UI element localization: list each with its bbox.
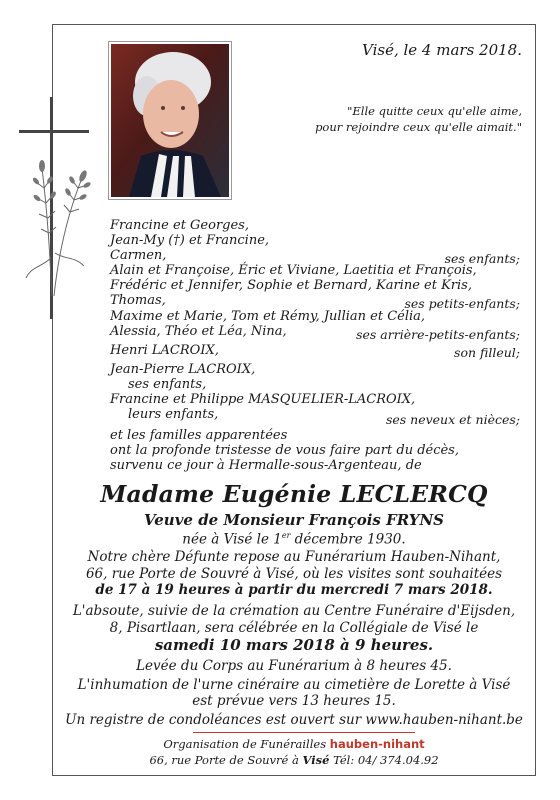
family-line: Carmen, [110,248,167,263]
family-line: Thomas, [110,293,166,308]
address-prefix: 66, rue Porte de Souvré à [149,753,299,767]
family-line: Frédéric et Jennifer, Sophie et Bernard, Karine et Kris, [110,278,472,293]
register-line: Un registre de condoléances est ouvert sur www.hauben-nihant.be [65,712,523,728]
closing-line: et les familles apparentées [110,428,288,443]
family-line: Maxime et Marie, Tom et Rémy, Jullian et Célia, [110,309,426,324]
ceremony-date: samedi 10 mars 2018 à 9 heures. [154,636,434,654]
portrait-image [111,44,229,197]
visiting-hours: de 17 à 19 heures à partir du mercredi 7 mars 2018. [95,582,493,598]
absoute-line: L'absoute, suivie de la crémation au Centre Funéraire d'Eijsden, [72,603,516,619]
absoute-line: 8, Pisartlaan, sera célébrée en la Collégiale de Visé le [109,620,479,636]
role-label: son filleul; [454,345,520,360]
wheat-icon [22,148,102,298]
address-line [52,753,536,767]
org-prefix: Organisation de Funérailles [163,737,327,751]
repose-line: Notre chère Défunte repose au Funérarium Hauben-Nihant, [87,549,501,565]
portrait-photo [108,41,232,200]
family-line: Francine et Georges, [110,218,249,233]
address-city: Visé [302,753,330,767]
organisation-line [52,737,536,751]
children-list [110,218,269,263]
role-label: ses neveux et nièces; [385,412,520,427]
birth-prefix: née à Visé le 1 [182,531,282,548]
repose-line: 66, rue Porte de Souvré à Visé, où les visites sont souhaitées [85,566,503,582]
closing-line: survenu ce jour à Hermalle-sous-Argenteau, de [110,458,422,473]
nephews-list [110,362,415,422]
quote [282,103,522,135]
levee-line: Levée du Corps au Funérarium à 8 heures 45. [136,658,452,674]
family-line: Jean-My (†) et Francine, [110,233,270,248]
role-label: ses petits-enfants; [404,296,520,311]
birth-suffix: décembre 1930. [290,531,406,548]
closing-text [110,428,459,473]
family-line: Francine et Philippe MASQUELIER-LACROIX, [110,392,416,407]
deceased-name: Madame Eugénie LECLERCQ [100,480,488,508]
urn-line: L'inhumation de l'urne cinéraire au cimetière de Lorette à Visé [77,677,511,693]
family-line: Alain et Françoise, Éric et Viviane, Laetitia et François, [110,263,477,278]
role-label: ses arrière-petits-enfants; [356,327,520,342]
godson-name: Henri LACROIX, [110,343,219,358]
role-label: ses enfants; [444,251,520,266]
quote-line: pour rejoindre ceux qu'elle aimait." [315,120,522,134]
urn-line: est prévue vers 13 heures 15. [192,693,396,709]
quote-line: "Elle quitte ceux qu'elle aime, [347,104,522,118]
closing-line: ont la profonde tristesse de vous faire part du décès, [110,443,459,458]
widow-of: Veuve de Monsieur François FRYNS [144,511,444,529]
funeral-home-brand: hauben-nihant [329,737,425,751]
birth-info [52,531,536,548]
cross-bar [19,130,89,133]
footer-divider [193,732,415,733]
family-line: Jean-Pierre LACROIX, [110,362,256,377]
phone: Tél: 04/ 374.04.92 [333,753,439,767]
notice-date: Visé, le 4 mars 2018. [362,41,522,59]
birth-sup: er [281,531,291,540]
family-line: Alessia, Théo et Léa, Nina, [110,324,287,339]
family-line: ses enfants, [128,377,207,392]
family-line: leurs enfants, [128,407,219,422]
